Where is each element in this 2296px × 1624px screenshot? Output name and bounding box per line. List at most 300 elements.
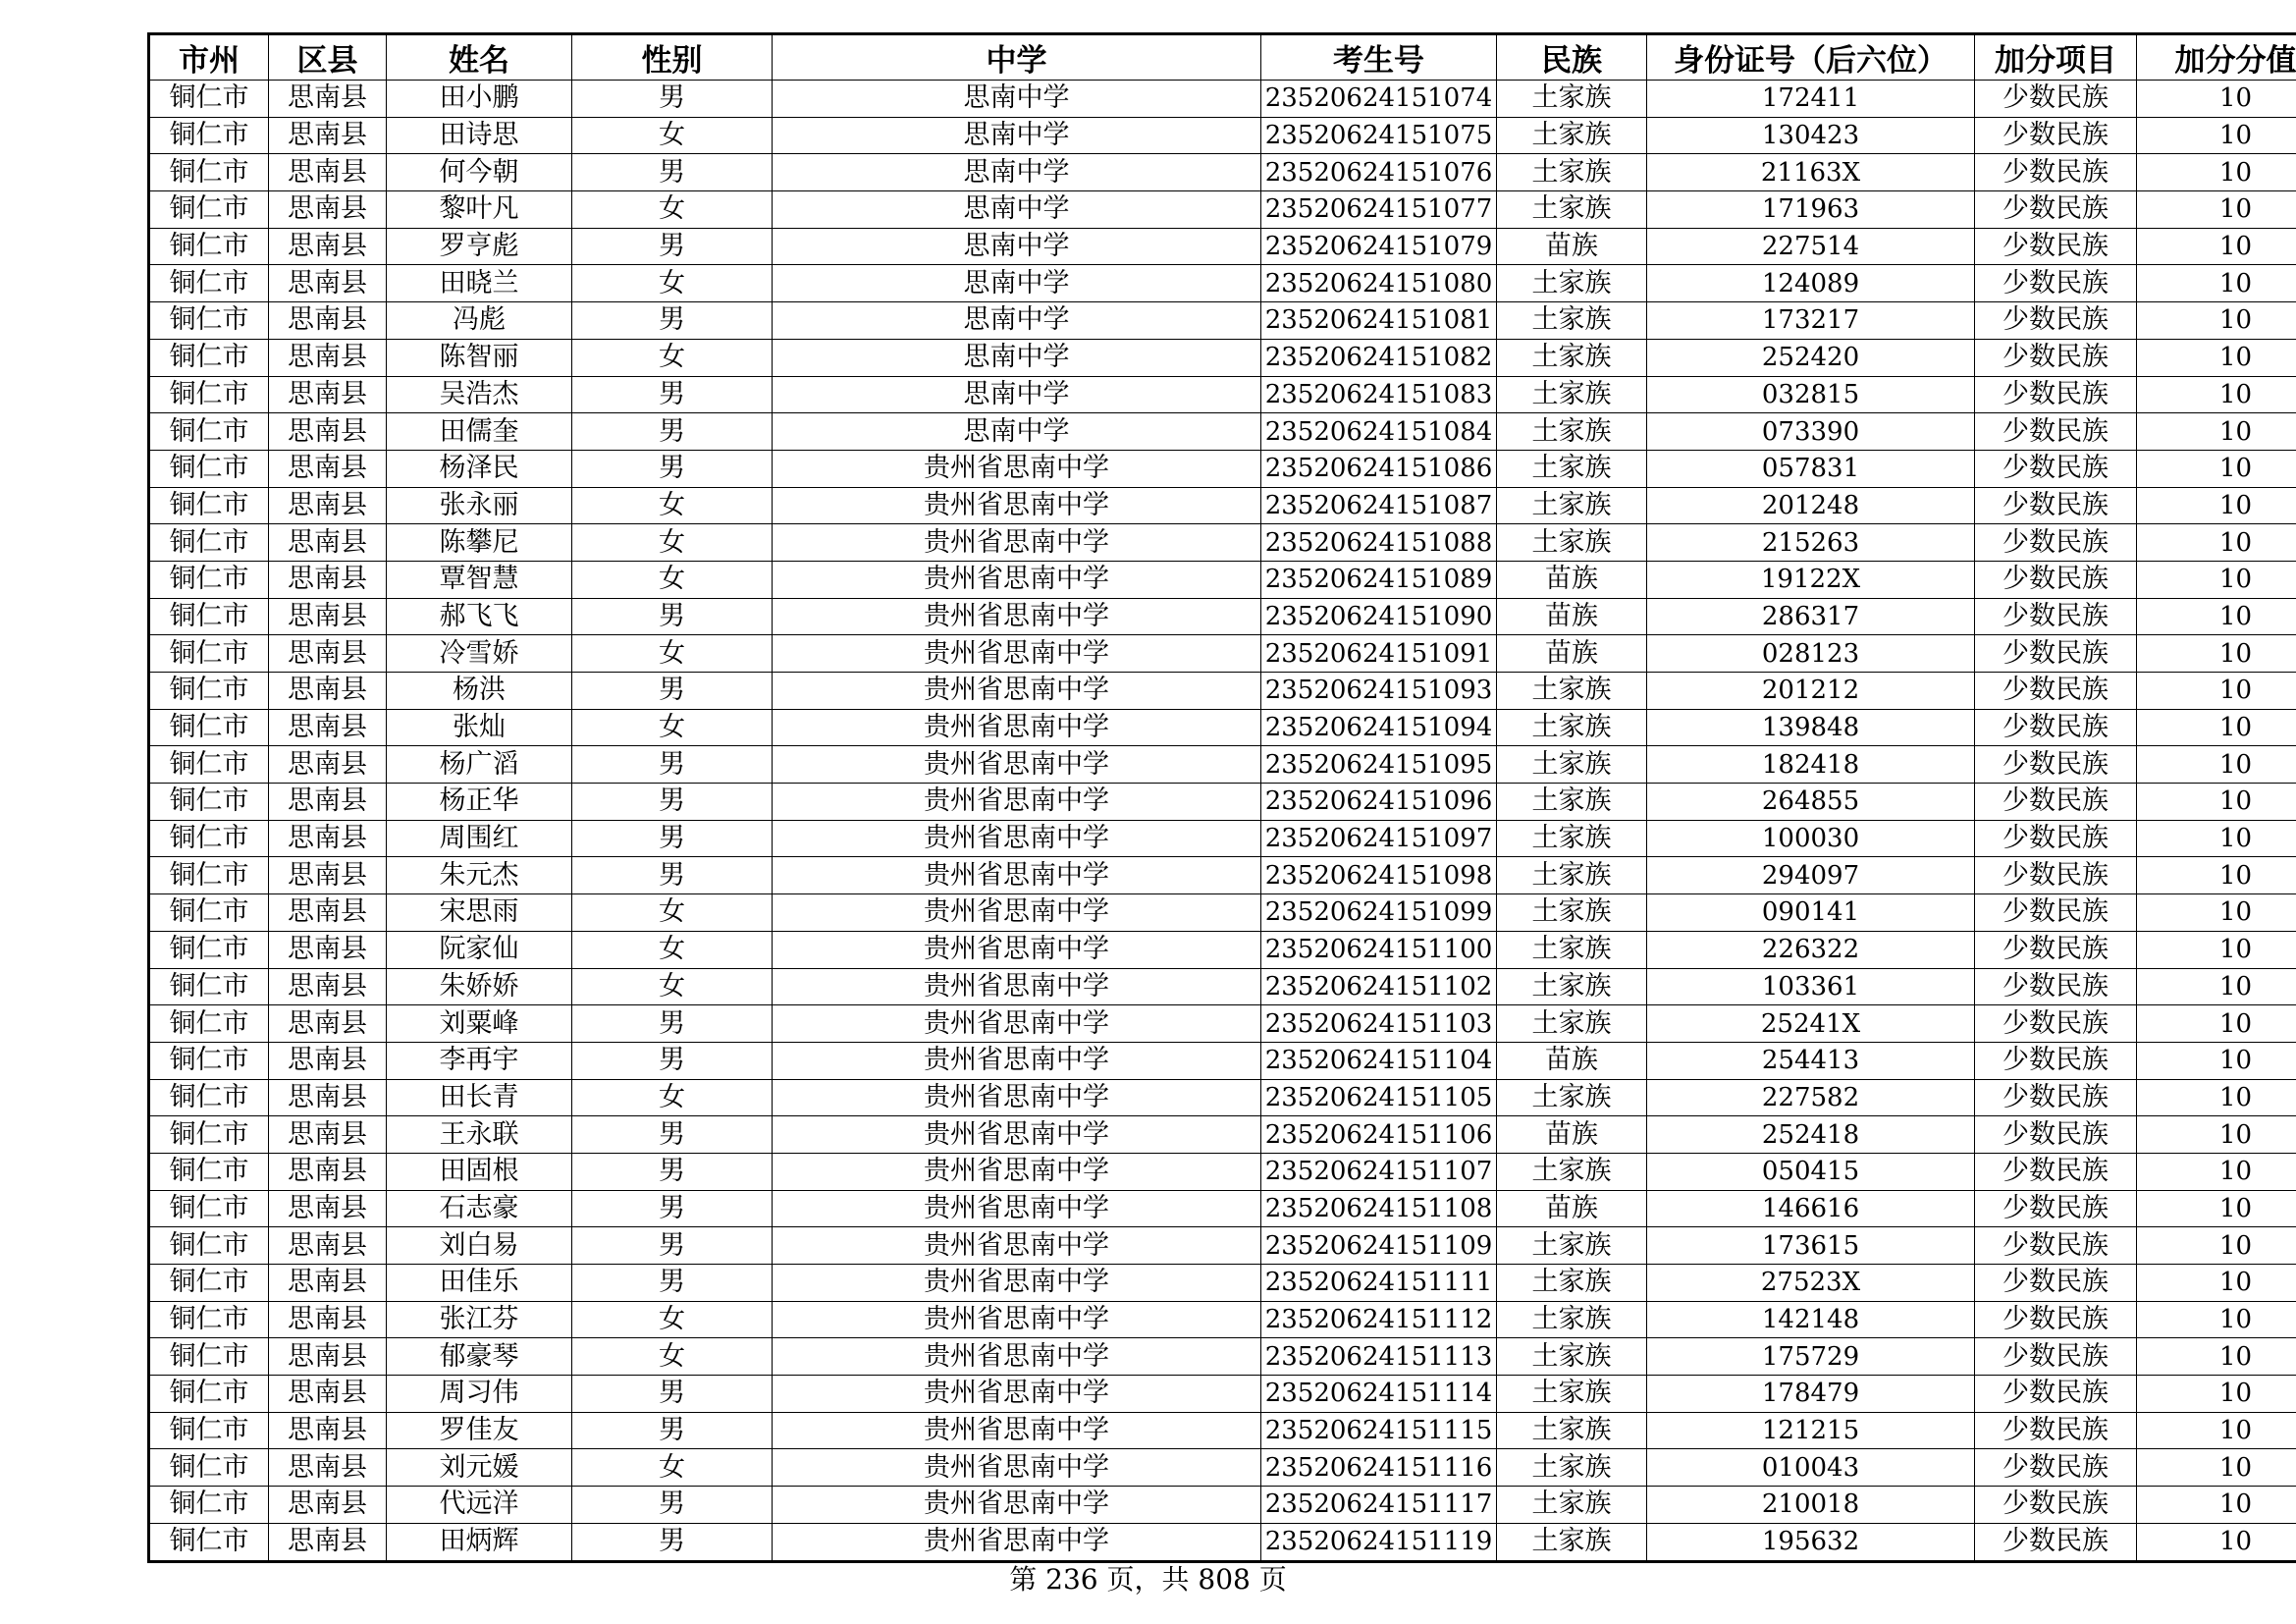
bonus-item-cell: 少数民族 <box>1975 1079 2137 1116</box>
school-cell: 思南中学 <box>773 117 1261 154</box>
ethnicity-cell: 苗族 <box>1497 1116 1647 1154</box>
gender-cell: 男 <box>572 746 773 784</box>
school-cell: 贵州省思南中学 <box>773 1079 1261 1116</box>
gender-cell: 男 <box>572 228 773 265</box>
page-number: 第 236 页，共 808 页 <box>1009 1563 1287 1596</box>
bonus-value-cell: 10 <box>2137 709 2296 746</box>
city-cell: 铜仁市 <box>149 302 269 340</box>
table-row <box>149 784 2296 821</box>
id-last-six-cell: 25241X <box>1647 1005 1975 1043</box>
header-gender: 性别 <box>572 34 773 81</box>
id-last-six-cell: 124089 <box>1647 265 1975 302</box>
county-cell: 思南县 <box>269 857 387 894</box>
table-row <box>149 302 2296 340</box>
exam-number-cell: 23520624151108 <box>1261 1190 1497 1227</box>
school-cell: 贵州省思南中学 <box>773 931 1261 968</box>
bonus-value-cell: 10 <box>2137 598 2296 635</box>
county-cell: 思南县 <box>269 561 387 598</box>
name-cell: 杨洪 <box>387 673 572 710</box>
exam-number-cell: 23520624151096 <box>1261 784 1497 821</box>
city-cell: 铜仁市 <box>149 487 269 524</box>
county-cell: 思南县 <box>269 154 387 191</box>
ethnicity-cell: 土家族 <box>1497 487 1647 524</box>
ethnicity-cell: 土家族 <box>1497 1376 1647 1413</box>
gender-cell: 男 <box>572 1116 773 1154</box>
table-row <box>149 1005 2296 1043</box>
city-cell: 铜仁市 <box>149 1190 269 1227</box>
county-cell: 思南县 <box>269 265 387 302</box>
table-row <box>149 1079 2296 1116</box>
ethnicity-cell: 土家族 <box>1497 673 1647 710</box>
school-cell: 贵州省思南中学 <box>773 968 1261 1005</box>
bonus-value-cell: 10 <box>2137 1265 2296 1302</box>
county-cell: 思南县 <box>269 1079 387 1116</box>
city-cell: 铜仁市 <box>149 1227 269 1265</box>
gender-cell: 男 <box>572 598 773 635</box>
id-last-six-cell: 210018 <box>1647 1487 1975 1524</box>
city-cell: 铜仁市 <box>149 709 269 746</box>
school-cell: 思南中学 <box>773 413 1261 451</box>
gender-cell: 男 <box>572 1153 773 1190</box>
name-cell: 田儒奎 <box>387 413 572 451</box>
bonus-value-cell: 10 <box>2137 1079 2296 1116</box>
county-cell: 思南县 <box>269 81 387 118</box>
ethnicity-cell: 土家族 <box>1497 1523 1647 1561</box>
bonus-item-cell: 少数民族 <box>1975 784 2137 821</box>
gender-cell: 女 <box>572 635 773 673</box>
bonus-item-cell: 少数民族 <box>1975 820 2137 857</box>
gender-cell: 女 <box>572 931 773 968</box>
county-cell: 思南县 <box>269 820 387 857</box>
exam-number-cell: 23520624151095 <box>1261 746 1497 784</box>
school-cell: 贵州省思南中学 <box>773 487 1261 524</box>
ethnicity-cell: 土家族 <box>1497 857 1647 894</box>
ethnicity-cell: 土家族 <box>1497 820 1647 857</box>
city-cell: 铜仁市 <box>149 894 269 932</box>
bonus-item-cell: 少数民族 <box>1975 1116 2137 1154</box>
bonus-item-cell: 少数民族 <box>1975 709 2137 746</box>
header-ethnicity: 民族 <box>1497 34 1647 81</box>
bonus-item-cell: 少数民族 <box>1975 1449 2137 1487</box>
exam-number-cell: 23520624151093 <box>1261 673 1497 710</box>
table-row <box>149 1190 2296 1227</box>
exam-number-cell: 23520624151076 <box>1261 154 1497 191</box>
bonus-value-cell: 10 <box>2137 339 2296 376</box>
header-city: 市州 <box>149 34 269 81</box>
exam-number-cell: 23520624151102 <box>1261 968 1497 1005</box>
bonus-value-cell: 10 <box>2137 1227 2296 1265</box>
bonus-points-table <box>147 32 2296 1563</box>
school-cell: 贵州省思南中学 <box>773 524 1261 562</box>
ethnicity-cell: 土家族 <box>1497 1338 1647 1376</box>
table-row <box>149 1412 2296 1449</box>
name-cell: 罗佳友 <box>387 1412 572 1449</box>
table-row <box>149 228 2296 265</box>
gender-cell: 女 <box>572 894 773 932</box>
city-cell: 铜仁市 <box>149 265 269 302</box>
name-cell: 朱元杰 <box>387 857 572 894</box>
bonus-item-cell: 少数民族 <box>1975 376 2137 413</box>
ethnicity-cell: 苗族 <box>1497 228 1647 265</box>
county-cell: 思南县 <box>269 339 387 376</box>
table-row <box>149 1338 2296 1376</box>
city-cell: 铜仁市 <box>149 413 269 451</box>
exam-number-cell: 23520624151100 <box>1261 931 1497 968</box>
school-cell: 贵州省思南中学 <box>773 1412 1261 1449</box>
bonus-item-cell: 少数民族 <box>1975 265 2137 302</box>
exam-number-cell: 23520624151115 <box>1261 1412 1497 1449</box>
county-cell: 思南县 <box>269 1301 387 1338</box>
bonus-item-cell: 少数民族 <box>1975 1376 2137 1413</box>
table-row <box>149 1523 2296 1561</box>
city-cell: 铜仁市 <box>149 524 269 562</box>
city-cell: 铜仁市 <box>149 1301 269 1338</box>
school-cell: 贵州省思南中学 <box>773 1153 1261 1190</box>
exam-number-cell: 23520624151109 <box>1261 1227 1497 1265</box>
city-cell: 铜仁市 <box>149 1042 269 1079</box>
name-cell: 杨广滔 <box>387 746 572 784</box>
table-row <box>149 1449 2296 1487</box>
school-cell: 思南中学 <box>773 191 1261 229</box>
name-cell: 田固根 <box>387 1153 572 1190</box>
name-cell: 田炳辉 <box>387 1523 572 1561</box>
gender-cell: 男 <box>572 1190 773 1227</box>
bonus-item-cell: 少数民族 <box>1975 1487 2137 1524</box>
bonus-value-cell: 10 <box>2137 191 2296 229</box>
city-cell: 铜仁市 <box>149 1116 269 1154</box>
id-last-six-cell: 146616 <box>1647 1190 1975 1227</box>
school-cell: 贵州省思南中学 <box>773 857 1261 894</box>
bonus-value-cell: 10 <box>2137 1005 2296 1043</box>
name-cell: 田佳乐 <box>387 1265 572 1302</box>
ethnicity-cell: 苗族 <box>1497 598 1647 635</box>
city-cell: 铜仁市 <box>149 228 269 265</box>
county-cell: 思南县 <box>269 1190 387 1227</box>
exam-number-cell: 23520624151117 <box>1261 1487 1497 1524</box>
city-cell: 铜仁市 <box>149 1449 269 1487</box>
name-cell: 宋思雨 <box>387 894 572 932</box>
county-cell: 思南县 <box>269 746 387 784</box>
ethnicity-cell: 土家族 <box>1497 894 1647 932</box>
exam-number-cell: 23520624151088 <box>1261 524 1497 562</box>
bonus-item-cell: 少数民族 <box>1975 154 2137 191</box>
name-cell: 周围红 <box>387 820 572 857</box>
name-cell: 田晓兰 <box>387 265 572 302</box>
bonus-item-cell: 少数民族 <box>1975 117 2137 154</box>
table-row <box>149 931 2296 968</box>
id-last-six-cell: 142148 <box>1647 1301 1975 1338</box>
ethnicity-cell: 土家族 <box>1497 1301 1647 1338</box>
table-row <box>149 450 2296 487</box>
gender-cell: 女 <box>572 265 773 302</box>
gender-cell: 男 <box>572 413 773 451</box>
id-last-six-cell: 227582 <box>1647 1079 1975 1116</box>
county-cell: 思南县 <box>269 784 387 821</box>
table-row <box>149 81 2296 118</box>
bonus-item-cell: 少数民族 <box>1975 857 2137 894</box>
school-cell: 贵州省思南中学 <box>773 1116 1261 1154</box>
city-cell: 铜仁市 <box>149 1153 269 1190</box>
table-row <box>149 117 2296 154</box>
ethnicity-cell: 土家族 <box>1497 117 1647 154</box>
bonus-value-cell: 10 <box>2137 413 2296 451</box>
id-last-six-cell: 201212 <box>1647 673 1975 710</box>
school-cell: 贵州省思南中学 <box>773 561 1261 598</box>
bonus-value-cell: 10 <box>2137 894 2296 932</box>
name-cell: 田长青 <box>387 1079 572 1116</box>
header-exam-number: 考生号 <box>1261 34 1497 81</box>
bonus-value-cell: 10 <box>2137 524 2296 562</box>
bonus-value-cell: 10 <box>2137 561 2296 598</box>
bonus-item-cell: 少数民族 <box>1975 302 2137 340</box>
name-cell: 张江芬 <box>387 1301 572 1338</box>
bonus-value-cell: 10 <box>2137 154 2296 191</box>
city-cell: 铜仁市 <box>149 968 269 1005</box>
bonus-item-cell: 少数民族 <box>1975 673 2137 710</box>
bonus-item-cell: 少数民族 <box>1975 228 2137 265</box>
bonus-value-cell: 10 <box>2137 302 2296 340</box>
school-cell: 贵州省思南中学 <box>773 1301 1261 1338</box>
city-cell: 铜仁市 <box>149 1523 269 1561</box>
gender-cell: 男 <box>572 81 773 118</box>
ethnicity-cell: 土家族 <box>1497 1227 1647 1265</box>
city-cell: 铜仁市 <box>149 1487 269 1524</box>
header-bonus-value: 加分分值 <box>2137 34 2296 81</box>
gender-cell: 女 <box>572 1079 773 1116</box>
county-cell: 思南县 <box>269 1153 387 1190</box>
bonus-value-cell: 10 <box>2137 1376 2296 1413</box>
school-cell: 思南中学 <box>773 81 1261 118</box>
bonus-value-cell: 10 <box>2137 673 2296 710</box>
gender-cell: 男 <box>572 154 773 191</box>
bonus-item-cell: 少数民族 <box>1975 524 2137 562</box>
bonus-value-cell: 10 <box>2137 117 2296 154</box>
exam-number-cell: 23520624151103 <box>1261 1005 1497 1043</box>
gender-cell: 女 <box>572 709 773 746</box>
bonus-item-cell: 少数民族 <box>1975 561 2137 598</box>
county-cell: 思南县 <box>269 487 387 524</box>
city-cell: 铜仁市 <box>149 1265 269 1302</box>
city-cell: 铜仁市 <box>149 746 269 784</box>
header-county: 区县 <box>269 34 387 81</box>
table-row <box>149 709 2296 746</box>
id-last-six-cell: 057831 <box>1647 450 1975 487</box>
table-row <box>149 265 2296 302</box>
header-id-last-six: 身份证号（后六位） <box>1647 34 1975 81</box>
id-last-six-cell: 227514 <box>1647 228 1975 265</box>
table-row <box>149 1042 2296 1079</box>
bonus-item-cell: 少数民族 <box>1975 81 2137 118</box>
ethnicity-cell: 土家族 <box>1497 1487 1647 1524</box>
table-row <box>149 820 2296 857</box>
table-row <box>149 1376 2296 1413</box>
id-last-six-cell: 27523X <box>1647 1265 1975 1302</box>
id-last-six-cell: 139848 <box>1647 709 1975 746</box>
id-last-six-cell: 121215 <box>1647 1412 1975 1449</box>
gender-cell: 女 <box>572 1301 773 1338</box>
city-cell: 铜仁市 <box>149 931 269 968</box>
id-last-six-cell: 201248 <box>1647 487 1975 524</box>
county-cell: 思南县 <box>269 413 387 451</box>
city-cell: 铜仁市 <box>149 561 269 598</box>
bonus-item-cell: 少数民族 <box>1975 894 2137 932</box>
school-cell: 贵州省思南中学 <box>773 894 1261 932</box>
gender-cell: 男 <box>572 1412 773 1449</box>
table-row <box>149 598 2296 635</box>
gender-cell: 男 <box>572 376 773 413</box>
exam-number-cell: 23520624151099 <box>1261 894 1497 932</box>
school-cell: 贵州省思南中学 <box>773 1487 1261 1524</box>
county-cell: 思南县 <box>269 376 387 413</box>
bonus-item-cell: 少数民族 <box>1975 1227 2137 1265</box>
city-cell: 铜仁市 <box>149 1412 269 1449</box>
county-cell: 思南县 <box>269 450 387 487</box>
bonus-value-cell: 10 <box>2137 1487 2296 1524</box>
table-row <box>149 339 2296 376</box>
table-row <box>149 968 2296 1005</box>
county-cell: 思南县 <box>269 709 387 746</box>
bonus-value-cell: 10 <box>2137 1190 2296 1227</box>
ethnicity-cell: 土家族 <box>1497 709 1647 746</box>
id-last-six-cell: 100030 <box>1647 820 1975 857</box>
gender-cell: 男 <box>572 673 773 710</box>
exam-number-cell: 23520624151106 <box>1261 1116 1497 1154</box>
ethnicity-cell: 土家族 <box>1497 1079 1647 1116</box>
bonus-item-cell: 少数民族 <box>1975 968 2137 1005</box>
ethnicity-cell: 土家族 <box>1497 968 1647 1005</box>
bonus-value-cell: 10 <box>2137 784 2296 821</box>
ethnicity-cell: 土家族 <box>1497 450 1647 487</box>
county-cell: 思南县 <box>269 1487 387 1524</box>
name-cell: 陈攀尼 <box>387 524 572 562</box>
ethnicity-cell: 土家族 <box>1497 302 1647 340</box>
county-cell: 思南县 <box>269 1412 387 1449</box>
name-cell: 田诗思 <box>387 117 572 154</box>
school-cell: 思南中学 <box>773 302 1261 340</box>
county-cell: 思南县 <box>269 191 387 229</box>
exam-number-cell: 23520624151104 <box>1261 1042 1497 1079</box>
exam-number-cell: 23520624151074 <box>1261 81 1497 118</box>
city-cell: 铜仁市 <box>149 1338 269 1376</box>
id-last-six-cell: 19122X <box>1647 561 1975 598</box>
school-cell: 贵州省思南中学 <box>773 1523 1261 1561</box>
bonus-item-cell: 少数民族 <box>1975 1153 2137 1190</box>
name-cell: 黎叶凡 <box>387 191 572 229</box>
gender-cell: 女 <box>572 1338 773 1376</box>
ethnicity-cell: 土家族 <box>1497 191 1647 229</box>
city-cell: 铜仁市 <box>149 154 269 191</box>
name-cell: 覃智慧 <box>387 561 572 598</box>
bonus-item-cell: 少数民族 <box>1975 635 2137 673</box>
id-last-six-cell: 171963 <box>1647 191 1975 229</box>
table-row <box>149 746 2296 784</box>
school-cell: 贵州省思南中学 <box>773 1265 1261 1302</box>
name-cell: 朱娇娇 <box>387 968 572 1005</box>
id-last-six-cell: 264855 <box>1647 784 1975 821</box>
bonus-value-cell: 10 <box>2137 1042 2296 1079</box>
county-cell: 思南县 <box>269 1376 387 1413</box>
school-cell: 贵州省思南中学 <box>773 1227 1261 1265</box>
school-cell: 贵州省思南中学 <box>773 784 1261 821</box>
ethnicity-cell: 土家族 <box>1497 1005 1647 1043</box>
name-cell: 郝飞飞 <box>387 598 572 635</box>
bonus-item-cell: 少数民族 <box>1975 931 2137 968</box>
ethnicity-cell: 土家族 <box>1497 81 1647 118</box>
id-last-six-cell: 130423 <box>1647 117 1975 154</box>
bonus-value-cell: 10 <box>2137 1523 2296 1561</box>
county-cell: 思南县 <box>269 894 387 932</box>
exam-number-cell: 23520624151091 <box>1261 635 1497 673</box>
gender-cell: 女 <box>572 524 773 562</box>
bonus-value-cell: 10 <box>2137 1449 2296 1487</box>
gender-cell: 女 <box>572 1449 773 1487</box>
exam-number-cell: 23520624151105 <box>1261 1079 1497 1116</box>
gender-cell: 男 <box>572 1487 773 1524</box>
name-cell: 阮家仙 <box>387 931 572 968</box>
bonus-item-cell: 少数民族 <box>1975 1338 2137 1376</box>
bonus-value-cell: 10 <box>2137 81 2296 118</box>
gender-cell: 女 <box>572 487 773 524</box>
header-school: 中学 <box>773 34 1261 81</box>
school-cell: 思南中学 <box>773 376 1261 413</box>
bonus-value-cell: 10 <box>2137 1338 2296 1376</box>
school-cell: 贵州省思南中学 <box>773 1449 1261 1487</box>
table-row <box>149 1153 2296 1190</box>
exam-number-cell: 23520624151086 <box>1261 450 1497 487</box>
school-cell: 贵州省思南中学 <box>773 1042 1261 1079</box>
id-last-six-cell: 294097 <box>1647 857 1975 894</box>
ethnicity-cell: 苗族 <box>1497 635 1647 673</box>
school-cell: 贵州省思南中学 <box>773 1376 1261 1413</box>
gender-cell: 男 <box>572 1005 773 1043</box>
gender-cell: 女 <box>572 968 773 1005</box>
name-cell: 杨正华 <box>387 784 572 821</box>
id-last-six-cell: 182418 <box>1647 746 1975 784</box>
name-cell: 张永丽 <box>387 487 572 524</box>
gender-cell: 男 <box>572 1042 773 1079</box>
exam-number-cell: 23520624151077 <box>1261 191 1497 229</box>
table-row <box>149 1227 2296 1265</box>
gender-cell: 男 <box>572 784 773 821</box>
name-cell: 李再宇 <box>387 1042 572 1079</box>
ethnicity-cell: 土家族 <box>1497 931 1647 968</box>
school-cell: 贵州省思南中学 <box>773 1190 1261 1227</box>
bonus-item-cell: 少数民族 <box>1975 450 2137 487</box>
city-cell: 铜仁市 <box>149 450 269 487</box>
exam-number-cell: 23520624151082 <box>1261 339 1497 376</box>
bonus-item-cell: 少数民族 <box>1975 191 2137 229</box>
county-cell: 思南县 <box>269 302 387 340</box>
county-cell: 思南县 <box>269 228 387 265</box>
exam-number-cell: 23520624151119 <box>1261 1523 1497 1561</box>
county-cell: 思南县 <box>269 117 387 154</box>
exam-number-cell: 23520624151081 <box>1261 302 1497 340</box>
table-row <box>149 561 2296 598</box>
ethnicity-cell: 土家族 <box>1497 265 1647 302</box>
name-cell: 刘元媛 <box>387 1449 572 1487</box>
exam-number-cell: 23520624151094 <box>1261 709 1497 746</box>
exam-number-cell: 23520624151114 <box>1261 1376 1497 1413</box>
city-cell: 铜仁市 <box>149 339 269 376</box>
gender-cell: 女 <box>572 191 773 229</box>
id-last-six-cell: 032815 <box>1647 376 1975 413</box>
city-cell: 铜仁市 <box>149 784 269 821</box>
school-cell: 贵州省思南中学 <box>773 1005 1261 1043</box>
city-cell: 铜仁市 <box>149 635 269 673</box>
bonus-value-cell: 10 <box>2137 968 2296 1005</box>
bonus-item-cell: 少数民族 <box>1975 1412 2137 1449</box>
exam-number-cell: 23520624151097 <box>1261 820 1497 857</box>
